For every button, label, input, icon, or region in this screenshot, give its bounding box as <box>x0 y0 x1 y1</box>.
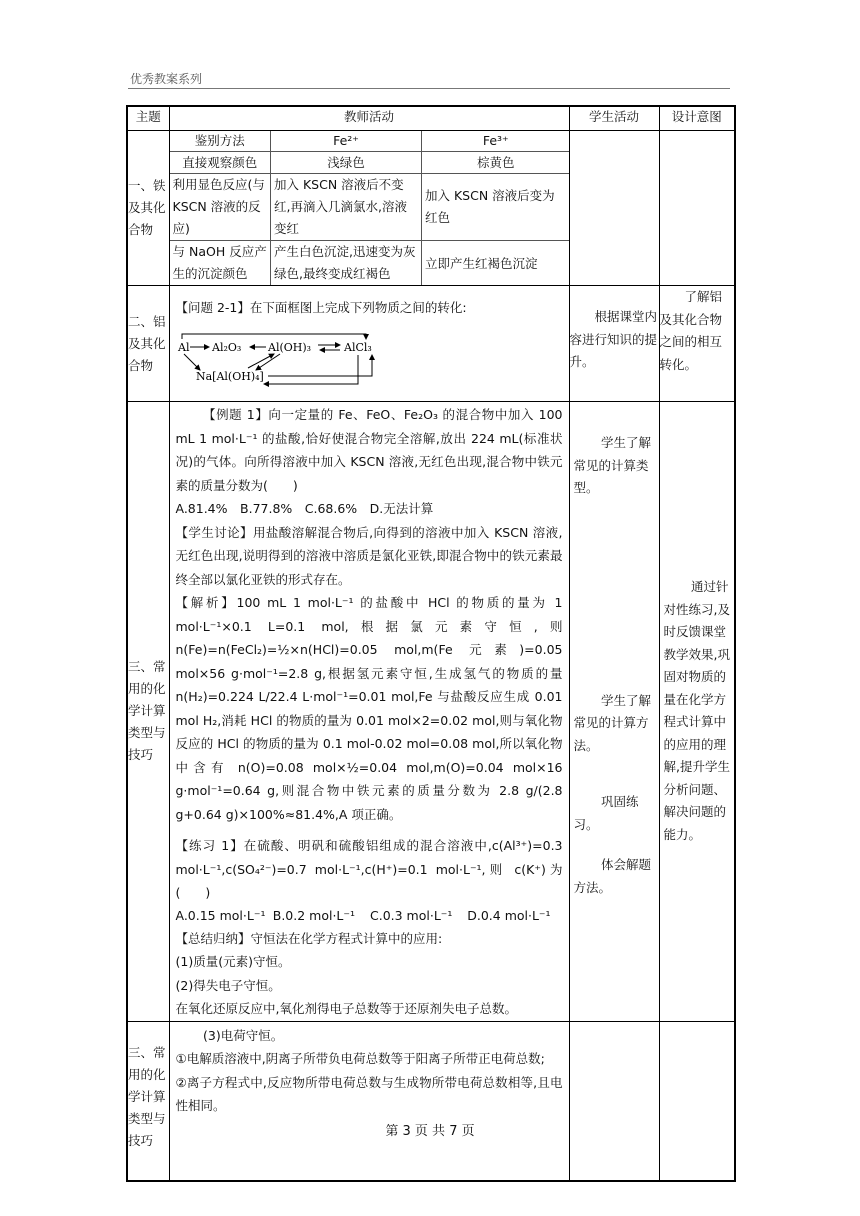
subtable-cell: 加入 KSCN 溶液后不变红,再滴入几滴氯水,溶液变红 <box>271 174 422 241</box>
page-number: 第 3 页 共 7 页 <box>385 1124 475 1139</box>
subtable-cell: 立即产生红褐色沉淀 <box>422 241 570 286</box>
node-naaloh4: Na[Al(OH)₄] <box>195 370 264 383</box>
student-activity-calculation: 学生了解常见的计算类型。 学生了解常见的计算方法。 巩固练习。 体会解题方法。 <box>569 402 659 1022</box>
arrow-alcl3-naaloh4 <box>264 355 358 384</box>
table-row <box>127 402 735 1022</box>
node-alcl3: AlCl₃ <box>343 341 372 354</box>
table-row <box>127 1021 735 1181</box>
running-header: 优秀教案系列 <box>130 72 203 86</box>
header-topic: 主题 <box>127 106 169 131</box>
arrow-al-alcl3 <box>182 334 366 339</box>
arrow-naaloh4-alcl3 <box>268 355 372 376</box>
subtable-cell: 棕黄色 <box>422 152 570 174</box>
conservation-point-3: (3)电荷守恒。 <box>203 1027 284 1043</box>
subtable-cell: 与 NaOH 反应产生的沉淀颜色 <box>170 241 271 286</box>
header-design-intent: 设计意图 <box>659 106 735 131</box>
example-1: 【例题 1】向一定量的 Fe、FeO、Fe₂O₃ 的混合物中加入 100 mL 1 mol·L⁻¹ 的盐酸,恰好使混合物完全溶解,放出 224 mL(标准状况)的气体。向所得溶液中加入 KSCN 溶液,无红色出现,混合物中铁元素的质量分数为( ) <box>175 407 563 493</box>
header-teacher-activity: 教师活动 <box>169 106 569 131</box>
student-activity-aluminium: 根据课堂内容进行知识的提升。 <box>569 286 659 402</box>
topic-calculation: 三、常用的化学计算类型与技巧 <box>127 402 169 1022</box>
subtable-header: 鉴别方法 <box>170 130 271 152</box>
design-intent-charge <box>659 1021 735 1181</box>
aluminium-conversion-diagram <box>176 332 396 390</box>
subtable-header: Fe³⁺ <box>422 130 570 152</box>
option-a: A.0.15 mol·L⁻¹ <box>175 907 266 923</box>
design-intent-aluminium: 了解铝及其化合物之间的相互转化。 <box>659 286 735 402</box>
header-student-activity: 学生活动 <box>569 106 659 131</box>
summary: 【总结归纳】守恒法在化学方程式计算中的应用: <box>175 930 443 946</box>
student-activity-iron <box>569 131 659 286</box>
table-row <box>127 286 735 402</box>
header-rule <box>128 88 730 89</box>
student-activity-charge <box>569 1021 659 1181</box>
design-intent-iron <box>659 131 735 286</box>
option-b: B.0.2 mol·L⁻¹ <box>272 907 355 923</box>
conservation-point-1: (1)质量(元素)守恒。 <box>175 954 291 969</box>
topic-aluminium: 二、铝及其化合物 <box>127 286 169 402</box>
teacher-activity-iron <box>169 131 569 286</box>
subtable-cell: 产生白色沉淀,迅速变为灰绿色,最终变成红褐色 <box>271 241 422 286</box>
question-2-1: 【问题 2-1】在下面框图上完成下列物质之间的转化: <box>175 300 467 315</box>
charge-item-2: ②离子方程式中,反应物所带电荷总数与生成物所带电荷总数相等,且电性相同。 <box>175 1074 563 1113</box>
practice-1-options <box>170 905 569 927</box>
teacher-activity-aluminium <box>169 286 569 402</box>
option-c: C.0.3 mol·L⁻¹ <box>370 907 453 923</box>
node-aloh3: Al(OH)₃ <box>267 341 311 354</box>
charge-item-1: ①电解质溶液中,阴离子所带负电荷总数等于阳离子所带正电荷总数; <box>175 1051 545 1066</box>
lesson-plan-table <box>126 105 736 1182</box>
conservation-point-2-detail: 在氧化还原反应中,氧化剂得电子总数等于还原剂失电子总数。 <box>175 1001 517 1016</box>
topic-calculation-continued: 三、常用的化学计算类型与技巧 <box>127 1021 169 1181</box>
node-al2o3: Al₂O₃ <box>211 341 241 354</box>
arrow-al-naaloh4 <box>184 354 200 370</box>
subtable-cell: 利用显色反应(与 KSCN 溶液的反应) <box>170 174 271 241</box>
example-1-options: A.81.4% B.77.8% C.68.6% D.无法计算 <box>175 501 434 516</box>
option-d: D.0.4 mol·L⁻¹ <box>467 907 551 923</box>
teacher-activity-calculation <box>169 402 569 1022</box>
table-row <box>127 131 735 286</box>
identification-subtable <box>170 130 570 285</box>
student-discussion: 【学生讨论】用盐酸溶解混合物后,向得到的溶液中加入 KSCN 溶液,无红色出现,说明得到的溶液中溶质是氯化亚铁,即混合物中的铁元素最终全部以氯化亚铁的形式存在。 <box>175 524 563 587</box>
design-intent-calculation: 通过针对性练习,及时反馈课堂教学效果,巩固对物质的量在化学方程式计算中的应用的理解,提升学生分析问题、解决问题的能力。 <box>659 402 735 1022</box>
conservation-point-2: (2)得失电子守恒。 <box>175 977 281 993</box>
node-al: Al <box>177 341 189 354</box>
subtable-header: Fe²⁺ <box>271 130 422 152</box>
practice-1: 【练习 1】在硫酸、明矾和硫酸铝组成的混合溶液中,c(Al³⁺)=0.3 mol·L⁻¹,c(SO₄²⁻)=0.7 mol·L⁻¹,c(H⁺)=0.1 mol·L⁻¹,则 c(K⁺)为( ) <box>175 838 563 900</box>
teacher-activity-charge <box>169 1021 569 1181</box>
table-header-row <box>127 106 735 131</box>
analysis: 【解析】100 mL 1 mol·L⁻¹ 的盐酸中 HCl 的物质的量为 1 mol·L⁻¹×0.1 L=0.1 mol,根据氯元素守恒,则 n(Fe)=n(FeCl₂)=½×n(HCl)=0.05 mol,m(Fe 元素)=0.05 mol×56 g·mol⁻¹=2.8 g,根据氢元素守恒,生成氢气的物质的量 n(H₂)=0.224 L/22.4 L·mol⁻¹=0.01 mol,Fe 与盐酸反应生成 0.01 mol H₂,消耗 HCl 的物质的量为 0.01 mol×2=0.02 mol,则与氧化物反应的 HCl 的物质的量为 0.1 mol-0.02 mol=0.08 mol,所以氧化物中含有 n(O)=0.08 mol×½=0.04 mol,m(O)=0.04 mol×16 g·mol⁻¹=0.64 g,则混合物中铁元素的质量分数为 2.8 g/(2.8 g+0.64 g)×100%≈81.4%,A 项正确。 <box>175 595 563 822</box>
subtable-cell: 浅绿色 <box>271 152 422 174</box>
subtable-cell: 直接观察颜色 <box>170 152 271 174</box>
subtable-cell: 加入 KSCN 溶液后变为红色 <box>422 174 570 241</box>
topic-iron: 一、铁及其化合物 <box>127 131 169 286</box>
